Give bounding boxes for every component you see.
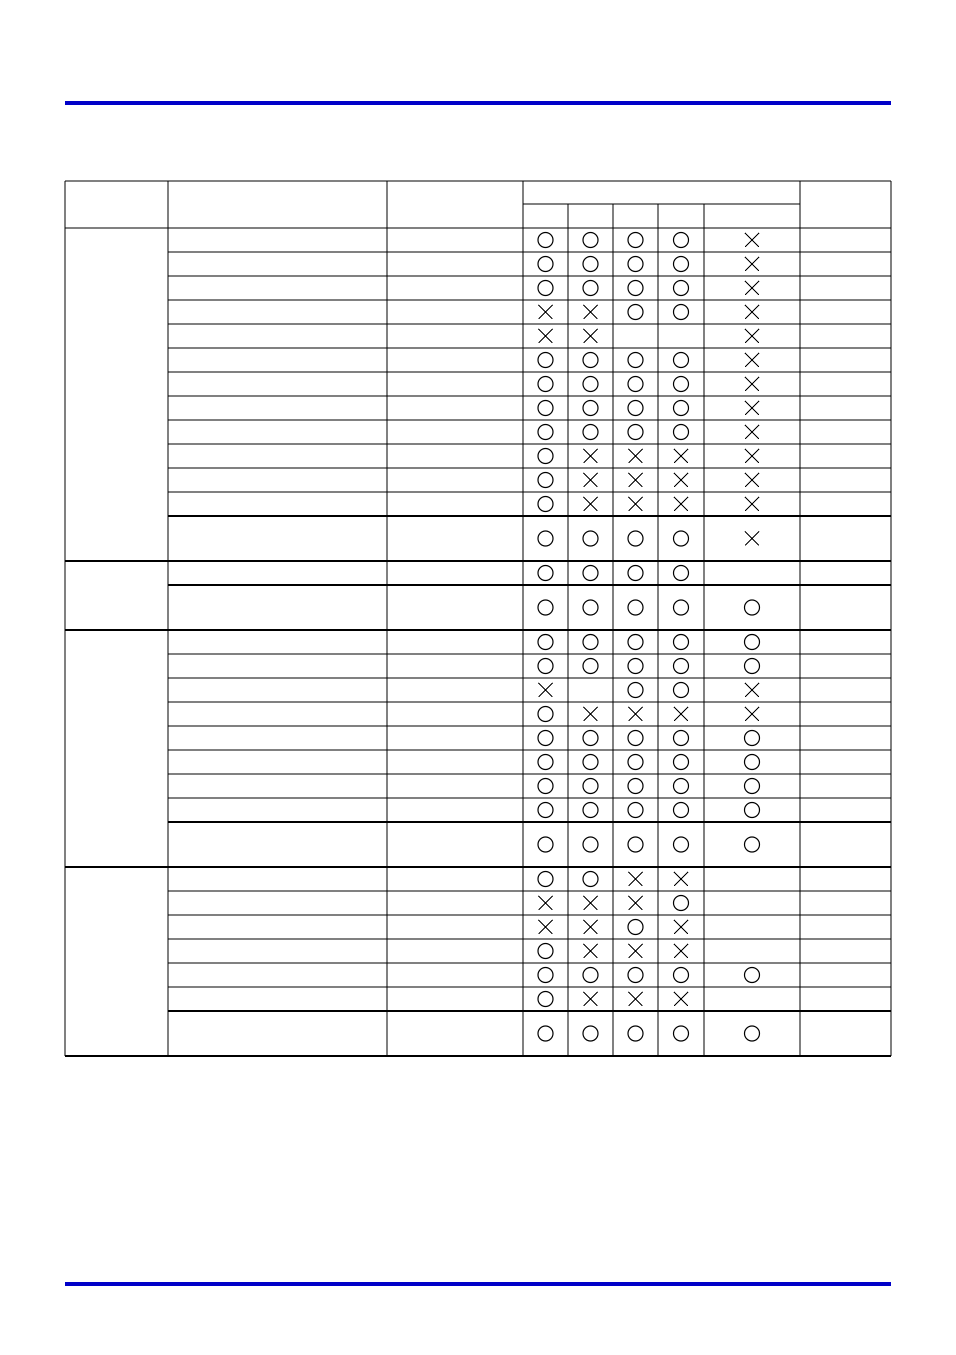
circle-mark <box>745 635 760 650</box>
circle-mark <box>583 281 598 296</box>
cross-mark <box>539 305 553 319</box>
table-row <box>539 329 760 343</box>
circle-mark <box>745 731 760 746</box>
circle-mark <box>674 305 689 320</box>
cross-mark <box>629 872 643 886</box>
circle-mark <box>628 353 643 368</box>
circle-mark <box>745 803 760 818</box>
table-row <box>538 837 760 852</box>
cross-mark <box>629 449 643 463</box>
circle-mark <box>538 257 553 272</box>
circle-mark <box>628 257 643 272</box>
circle-mark <box>583 755 598 770</box>
circle-mark <box>628 968 643 983</box>
circle-mark <box>538 473 553 488</box>
cross-mark <box>745 449 759 463</box>
table-row <box>538 257 759 272</box>
circle-mark <box>674 531 689 546</box>
circle-mark <box>674 281 689 296</box>
circle-mark <box>583 566 598 581</box>
circle-mark <box>583 1026 598 1041</box>
table-row <box>538 659 760 674</box>
cross-mark <box>745 377 759 391</box>
circle-mark <box>745 659 760 674</box>
circle-mark <box>674 779 689 794</box>
table-row <box>538 707 759 722</box>
circle-mark <box>538 425 553 440</box>
table-row <box>538 425 759 440</box>
circle-mark <box>628 305 643 320</box>
circle-mark <box>674 635 689 650</box>
table-row <box>539 683 760 698</box>
table-row <box>538 731 760 746</box>
circle-mark <box>583 635 598 650</box>
circle-mark <box>583 968 598 983</box>
table-row <box>538 968 760 983</box>
cross-mark <box>584 329 598 343</box>
circle-mark <box>538 731 553 746</box>
cross-mark <box>629 944 643 958</box>
circle-mark <box>583 401 598 416</box>
circle-mark <box>674 683 689 698</box>
circle-mark <box>628 600 643 615</box>
table-row <box>538 473 759 488</box>
cross-mark <box>745 497 759 511</box>
circle-mark <box>583 233 598 248</box>
circle-mark <box>628 1026 643 1041</box>
cross-mark <box>674 473 688 487</box>
cross-mark <box>584 944 598 958</box>
cross-mark <box>745 257 759 271</box>
circle-mark <box>674 968 689 983</box>
circle-mark <box>583 600 598 615</box>
cross-mark <box>539 920 553 934</box>
circle-mark <box>583 257 598 272</box>
cross-mark <box>539 683 553 697</box>
circle-mark <box>538 944 553 959</box>
circle-mark <box>674 659 689 674</box>
circle-mark <box>628 233 643 248</box>
table-row <box>538 779 760 794</box>
circle-mark <box>538 353 553 368</box>
circle-mark <box>674 896 689 911</box>
circle-mark <box>628 779 643 794</box>
circle-mark <box>538 837 553 852</box>
circle-mark <box>538 755 553 770</box>
circle-mark <box>538 872 553 887</box>
circle-mark <box>583 659 598 674</box>
table-row <box>538 401 759 416</box>
table-row <box>538 600 760 615</box>
table-row <box>538 803 760 818</box>
cross-mark <box>674 944 688 958</box>
cross-mark <box>539 329 553 343</box>
circle-mark <box>538 233 553 248</box>
circle-mark <box>628 281 643 296</box>
circle-mark <box>628 531 643 546</box>
circle-mark <box>674 401 689 416</box>
circle-mark <box>674 600 689 615</box>
table-row <box>538 1026 760 1041</box>
cross-mark <box>629 707 643 721</box>
circle-mark <box>628 425 643 440</box>
cross-mark <box>745 401 759 415</box>
circle-mark <box>538 281 553 296</box>
circle-mark <box>674 566 689 581</box>
cross-mark <box>674 992 688 1006</box>
cross-mark <box>745 425 759 439</box>
table-row <box>538 377 759 392</box>
circle-mark <box>745 779 760 794</box>
circle-mark <box>538 377 553 392</box>
circle-mark <box>583 872 598 887</box>
circle-mark <box>538 968 553 983</box>
cross-mark <box>745 233 759 247</box>
cross-mark <box>745 707 759 721</box>
circle-mark <box>538 497 553 512</box>
cross-mark <box>584 896 598 910</box>
cross-mark <box>629 896 643 910</box>
circle-mark <box>674 1026 689 1041</box>
circle-mark <box>674 257 689 272</box>
table-row <box>538 233 759 248</box>
cross-mark <box>745 532 759 546</box>
cross-mark <box>584 920 598 934</box>
circle-mark <box>583 779 598 794</box>
circle-mark <box>674 803 689 818</box>
circle-mark <box>674 233 689 248</box>
cross-mark <box>629 473 643 487</box>
circle-mark <box>628 803 643 818</box>
circle-mark <box>745 755 760 770</box>
cross-mark <box>674 497 688 511</box>
cross-mark <box>745 329 759 343</box>
circle-mark <box>583 837 598 852</box>
table-row <box>538 531 759 546</box>
circle-mark <box>628 566 643 581</box>
cross-mark <box>584 449 598 463</box>
circle-mark <box>583 425 598 440</box>
cross-mark <box>584 473 598 487</box>
circle-mark <box>583 377 598 392</box>
circle-mark <box>674 731 689 746</box>
circle-mark <box>745 600 760 615</box>
circle-mark <box>538 707 553 722</box>
circle-mark <box>674 837 689 852</box>
circle-mark <box>538 449 553 464</box>
circle-mark <box>674 377 689 392</box>
circle-mark <box>583 803 598 818</box>
cross-mark <box>745 281 759 295</box>
circle-mark <box>628 401 643 416</box>
circle-mark <box>538 1026 553 1041</box>
circle-mark <box>538 401 553 416</box>
table-row <box>538 755 760 770</box>
cross-mark <box>745 683 759 697</box>
cross-mark <box>629 497 643 511</box>
circle-mark <box>628 837 643 852</box>
table-row <box>538 497 759 512</box>
circle-mark <box>674 755 689 770</box>
table-row <box>538 635 760 650</box>
cross-mark <box>539 896 553 910</box>
cross-mark <box>745 473 759 487</box>
cross-mark <box>584 305 598 319</box>
cross-mark <box>745 305 759 319</box>
table-row <box>539 305 760 320</box>
cross-mark <box>584 497 598 511</box>
circle-mark <box>538 566 553 581</box>
circle-mark <box>628 731 643 746</box>
circle-mark <box>538 992 553 1007</box>
cross-mark <box>674 872 688 886</box>
cross-mark <box>584 707 598 721</box>
circle-mark <box>538 803 553 818</box>
cross-mark <box>629 992 643 1006</box>
table-row <box>538 353 759 368</box>
circle-mark <box>538 659 553 674</box>
table-row <box>538 449 759 464</box>
cross-mark <box>745 353 759 367</box>
circle-mark <box>538 600 553 615</box>
circle-mark <box>628 659 643 674</box>
circle-mark <box>628 635 643 650</box>
circle-mark <box>628 377 643 392</box>
cross-mark <box>674 707 688 721</box>
circle-mark <box>583 353 598 368</box>
circle-mark <box>674 425 689 440</box>
cross-mark <box>674 920 688 934</box>
circle-mark <box>538 635 553 650</box>
circle-mark <box>628 683 643 698</box>
circle-mark <box>628 920 643 935</box>
cross-mark <box>674 449 688 463</box>
circle-mark <box>538 779 553 794</box>
circle-mark <box>745 837 760 852</box>
circle-mark <box>538 531 553 546</box>
cross-mark <box>584 992 598 1006</box>
circle-mark <box>745 1026 760 1041</box>
circle-mark <box>583 531 598 546</box>
circle-mark <box>674 353 689 368</box>
circle-mark <box>628 755 643 770</box>
table-row <box>538 281 759 296</box>
circle-mark <box>745 968 760 983</box>
circle-mark <box>583 731 598 746</box>
